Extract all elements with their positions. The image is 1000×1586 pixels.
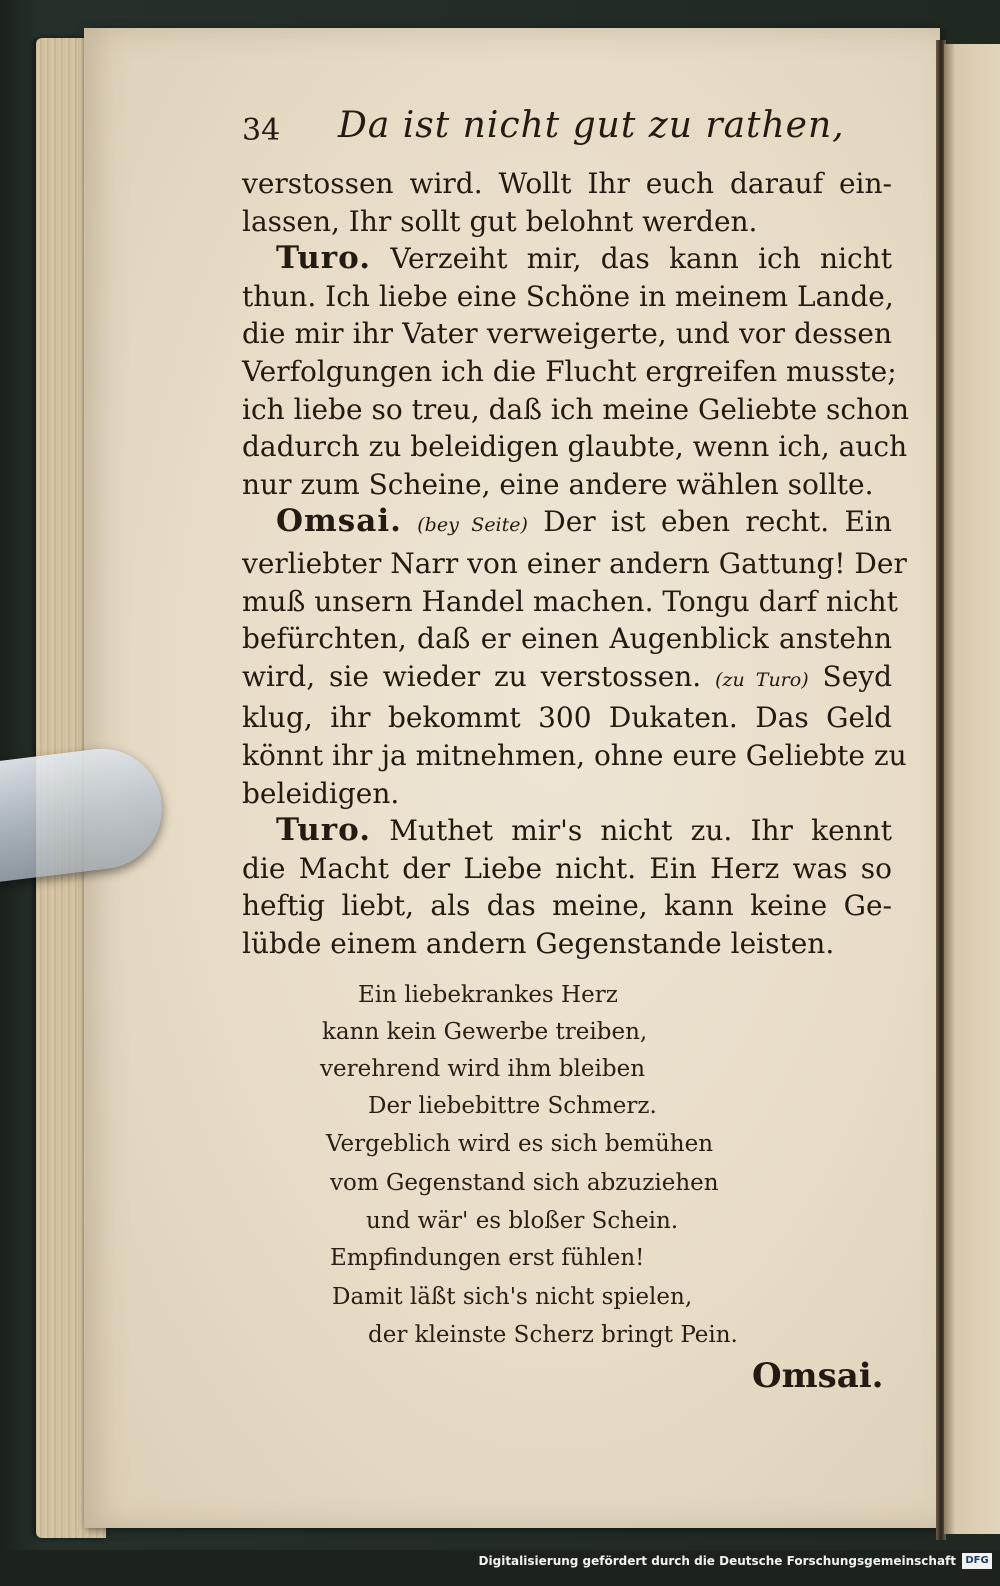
- page-number: 34: [242, 113, 281, 148]
- text-line: lübde einem andern Gegenstande leisten.: [242, 926, 835, 960]
- text-line: beleidigen.: [242, 776, 400, 810]
- text-line: Verfolgungen ich die Flucht ergreifen musste;: [242, 354, 897, 388]
- dialogue-text: Der ist eben recht. Ein: [543, 505, 892, 539]
- text-line: befürchten, daß er einen Augenblick anstehn: [242, 622, 892, 656]
- verse-line: verehrend wird ihm bleiben: [320, 1056, 646, 1082]
- funding-credit: Digitalisierung gefördert durch die Deutsche Forschungsgemeinschaft: [478, 1554, 956, 1568]
- text-line: könnt ihr ja mitnehmen, ohne eure Geliebte zu: [242, 738, 907, 772]
- running-head-title: Da ist nicht gut zu rathen,: [338, 105, 845, 146]
- speaker-name: Omsai.: [276, 503, 402, 540]
- verse-line: und wär' es bloßer Schein.: [366, 1208, 679, 1234]
- text-line: [242, 240, 892, 278]
- stage-direction: (zu Turo): [715, 668, 809, 691]
- text-line: verstossen wird. Wollt Ihr euch darauf ein-: [242, 167, 892, 200]
- text-line: dadurch zu beleidigen glaubte, wenn ich, auch: [242, 430, 908, 464]
- verse-line: vom Gegenstand sich abzuziehen: [330, 1170, 719, 1196]
- text-line: verliebter Narr von einer andern Gattung! Der: [242, 546, 907, 580]
- dialogue-text: Verzeiht mir, das kann ich nicht: [390, 242, 892, 276]
- dialogue-text: Seyd: [822, 659, 893, 693]
- dialogue-text: wird, sie wieder zu verstossen.: [242, 659, 702, 693]
- text-line: die mir ihr Vater verweigerte, und vor dessen: [242, 317, 892, 351]
- text-line: lassen, Ihr sollt gut belohnt werden.: [242, 204, 758, 238]
- verse-line: Vergeblich wird es sich bemühen: [326, 1131, 714, 1157]
- speaker-name: Turo.: [276, 812, 372, 849]
- verse-line: kann kein Gewerbe treiben,: [322, 1019, 648, 1045]
- running-head: [242, 105, 892, 165]
- text-line: heftig liebt, als das meine, kann keine Ge-: [242, 889, 892, 923]
- verse-line: Damit läßt sich's nicht spielen,: [332, 1284, 693, 1310]
- speaker-name: Turo.: [276, 240, 372, 277]
- text-line: [242, 812, 892, 850]
- dfg-logo: DFG: [962, 1553, 992, 1569]
- catchword: Omsai.: [752, 1356, 884, 1396]
- verse-line: Ein liebekrankes Herz: [358, 982, 618, 1008]
- text-line: muß unsern Handel machen. Tongu darf nicht: [242, 584, 898, 618]
- text-line: [242, 503, 892, 545]
- stage-direction: (bey Seite): [417, 514, 528, 537]
- dialogue-text: Muthet mir's nicht zu. Ihr kennt: [389, 814, 892, 848]
- text-line: [242, 658, 892, 700]
- text-line: klug, ihr bekommt 300 Dukaten. Das Geld: [242, 701, 892, 735]
- verse-line: der kleinste Scherz bringt Pein.: [368, 1322, 738, 1348]
- text-line: die Macht der Liebe nicht. Ein Herz was so: [242, 851, 892, 885]
- page-text: [242, 105, 910, 962]
- text-line: ich liebe so treu, daß ich meine Geliebte schon: [242, 392, 910, 426]
- verse-line: Empfindungen erst fühlen!: [330, 1245, 645, 1271]
- text-line: nur zum Scheine, eine andere wählen sollte.: [242, 467, 874, 501]
- text-line: thun. Ich liebe eine Schöne in meinem Lande,: [242, 279, 894, 313]
- verse-line: Der liebebittre Schmerz.: [368, 1093, 657, 1119]
- facing-page: [944, 44, 1000, 1534]
